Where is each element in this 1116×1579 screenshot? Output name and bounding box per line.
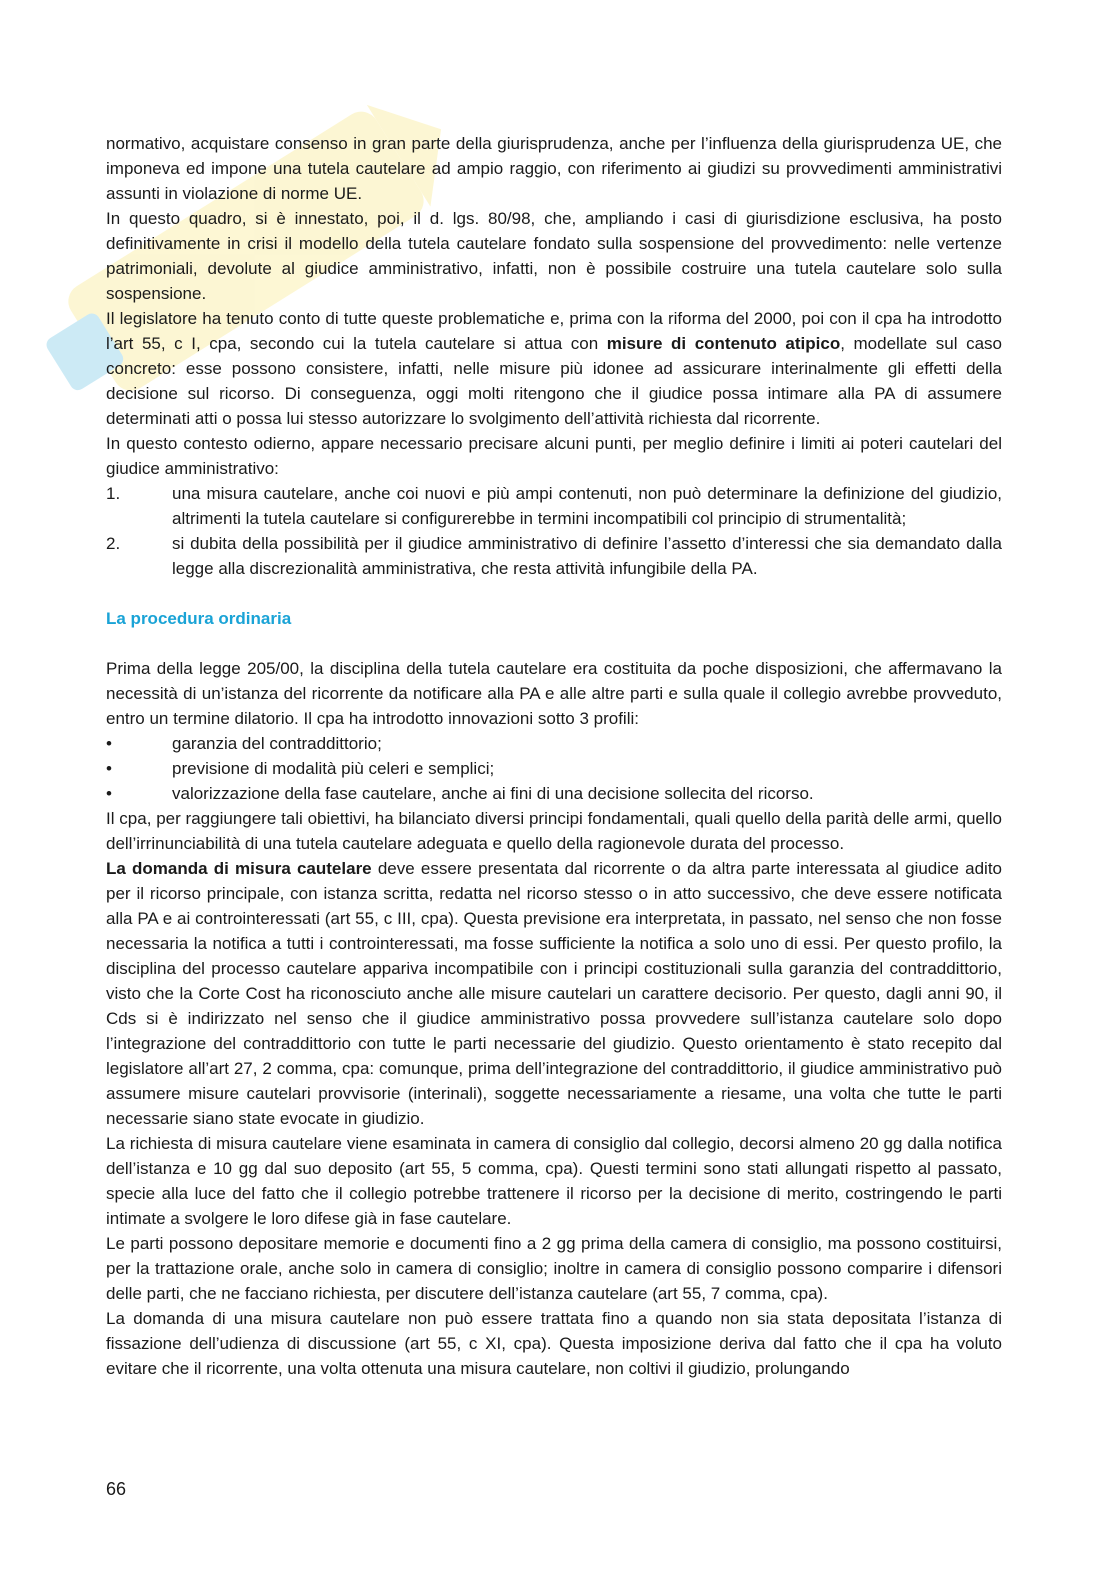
paragraph: Le parti possono depositare memorie e documenti fino a 2 gg prima della camera di consiglio, ma possono costituirsi, per la trattazione orale, anche solo in camera di consiglio; inoltre in camera di consiglio possono comparire i difensori delle parti, che ne facciano richiesta, per discutere dell’istanza cautelare (art 55, 7 comma, cpa).	[106, 1234, 1002, 1303]
paragraph: normativo, acquistare consenso in gran parte della giurisprudenza, anche per l’influenza della giurisprudenza UE, che imponeva ed impone una tutela cautelare ad ampio raggio, con riferimento ai giudizi su provvedimenti amministrativi assunti in violazione di norme UE.	[106, 134, 1002, 203]
paragraph: Il legislatore ha tenuto conto di tutte queste problematiche e, prima con la riforma del 2000, poi con il cpa ha introdotto l’art 55, c I, cpa, secondo cui la tutela cautelare si attua con misure di contenuto atipico, modellate sul caso concreto: esse possono consistere, infatti, nelle misure più idonee ad assicurare interinalmente gli effetti della decisione sul ricorso. Di conseguenza, oggi molti ritengono che il giudice possa intimare alla PA di assumere determinati atti o possa lui stesso autorizzare lo svolgimento dell’attività richiesta dal ricorrente.	[106, 309, 1002, 428]
paragraph: La domanda di misura cautelare deve essere presentata dal ricorrente o da altra parte interessata al giudice adito per il ricorso principale, con istanza scritta, redatta nel ricorso stesso o in atto successivo, che deve essere notificata alla PA e ai controinteressati (art 55, c III, cpa). Questa previsione era interpretata, in passato, nel senso che non fosse necessaria la notifica a tutti i controinteressati, ma fosse sufficiente la notifica a solo uno di essi. Per questo profilo, la disciplina del processo cautelare appariva incompatibile con i principi costituzionali sulla garanzia del contraddittorio, visto che la Corte Cost ha riconosciuto anche alle misure cautelari un carattere decisorio. Per questo, dagli anni 90, il Cds si è indirizzato nel senso che il giudice amministrativo possa provvedere sull’istanza cautelare solo dopo l’integrazione del contraddittorio con tutte le parti necessarie del giudizio. Questo orientamento è stato recepito dal legislatore all’art 27, 2 comma, cpa: comunque, prima dell’integrazione del contraddittorio, il giudice amministrativo può assumere misure cautelari provvisorie (interinali), soggette necessariamente a riesame, una volta che tutte le parti necessarie siano state evocate in giudizio.	[106, 859, 1002, 1128]
section-heading: La procedura ordinaria	[106, 609, 292, 628]
list-item: • previsione di modalità più celeri e semplici;	[106, 759, 495, 778]
bold-text: La domanda di misura cautelare	[106, 859, 372, 878]
list-item: 2. si dubita della possibilità per il giudice amministrativo di definire l’assetto d’interessi che sia demandato dalla legge alla discrezionalità amministrativa, che resta attività infungibile della PA.	[106, 534, 1002, 578]
page-number: 66	[106, 1479, 127, 1499]
paragraph: Il cpa, per raggiungere tali obiettivi, ha bilanciato diversi principi fondamentali, quali quello della parità delle armi, quello dell’irrinunciabilità di una tutela cautelare adeguata e quello della ragionevole durata del processo.	[106, 809, 1002, 853]
list-item: • valorizzazione della fase cautelare, anche ai fini di una decisione sollecita del ricorso.	[106, 784, 814, 803]
list-item: • garanzia del contraddittorio;	[106, 734, 382, 753]
document-body	[106, 131, 1002, 1381]
paragraph: Prima della legge 205/00, la disciplina della tutela cautelare era costituita da poche disposizioni, che affermavano la necessità di un’istanza del ricorrente da notificare alla PA e alle altre parti e sulla quale il collegio avrebbe provveduto, entro un termine dilatorio. Il cpa ha introdotto innovazioni sotto 3 profili:	[106, 659, 1002, 728]
bold-text: misure di contenuto atipico	[606, 334, 841, 353]
paragraph: La domanda di una misura cautelare non può essere trattata fino a quando non sia stata depositata l’istanza di fissazione dell’udienza di discussione (art 55, c XI, cpa). Questa imposizione deriva dal fatto che il cpa ha voluto evitare che il ricorrente, una volta ottenuta una misura cautelare, non coltivi il giudizio, prolungando	[106, 1309, 1002, 1378]
list-item: 1. una misura cautelare, anche coi nuovi e più ampi contenuti, non può determinare la definizione del giudizio, altrimenti la tutela cautelare si configurerebbe in termini incompatibili col principio di strumentalità;	[106, 484, 1002, 528]
paragraph: La richiesta di misura cautelare viene esaminata in camera di consiglio dal collegio, decorsi almeno 20 gg dalla notifica dell’istanza e 10 gg dal suo deposito (art 55, 5 comma, cpa). Questi termini sono stati allungati rispetto al passato, specie alla luce del fatto che il collegio potrebbe trattenere il ricorso per la decisione di merito, costringendo le parti intimate a svolgere le loro difese già in fase cautelare.	[106, 1134, 1002, 1228]
paragraph: In questo quadro, si è innestato, poi, il d. lgs. 80/98, che, ampliando i casi di giurisdizione esclusiva, ha posto definitivamente in crisi il modello della tutela cautelare fondato sulla sospensione del provvedimento: nelle vertenze patrimoniali, devolute al giudice amministrativo, infatti, non è possibile costruire una tutela cautelare solo sulla sospensione.	[106, 209, 1002, 303]
paragraph: In questo contesto odierno, appare necessario precisare alcuni punti, per meglio definire i limiti ai poteri cautelari del giudice amministrativo:	[106, 434, 1002, 478]
